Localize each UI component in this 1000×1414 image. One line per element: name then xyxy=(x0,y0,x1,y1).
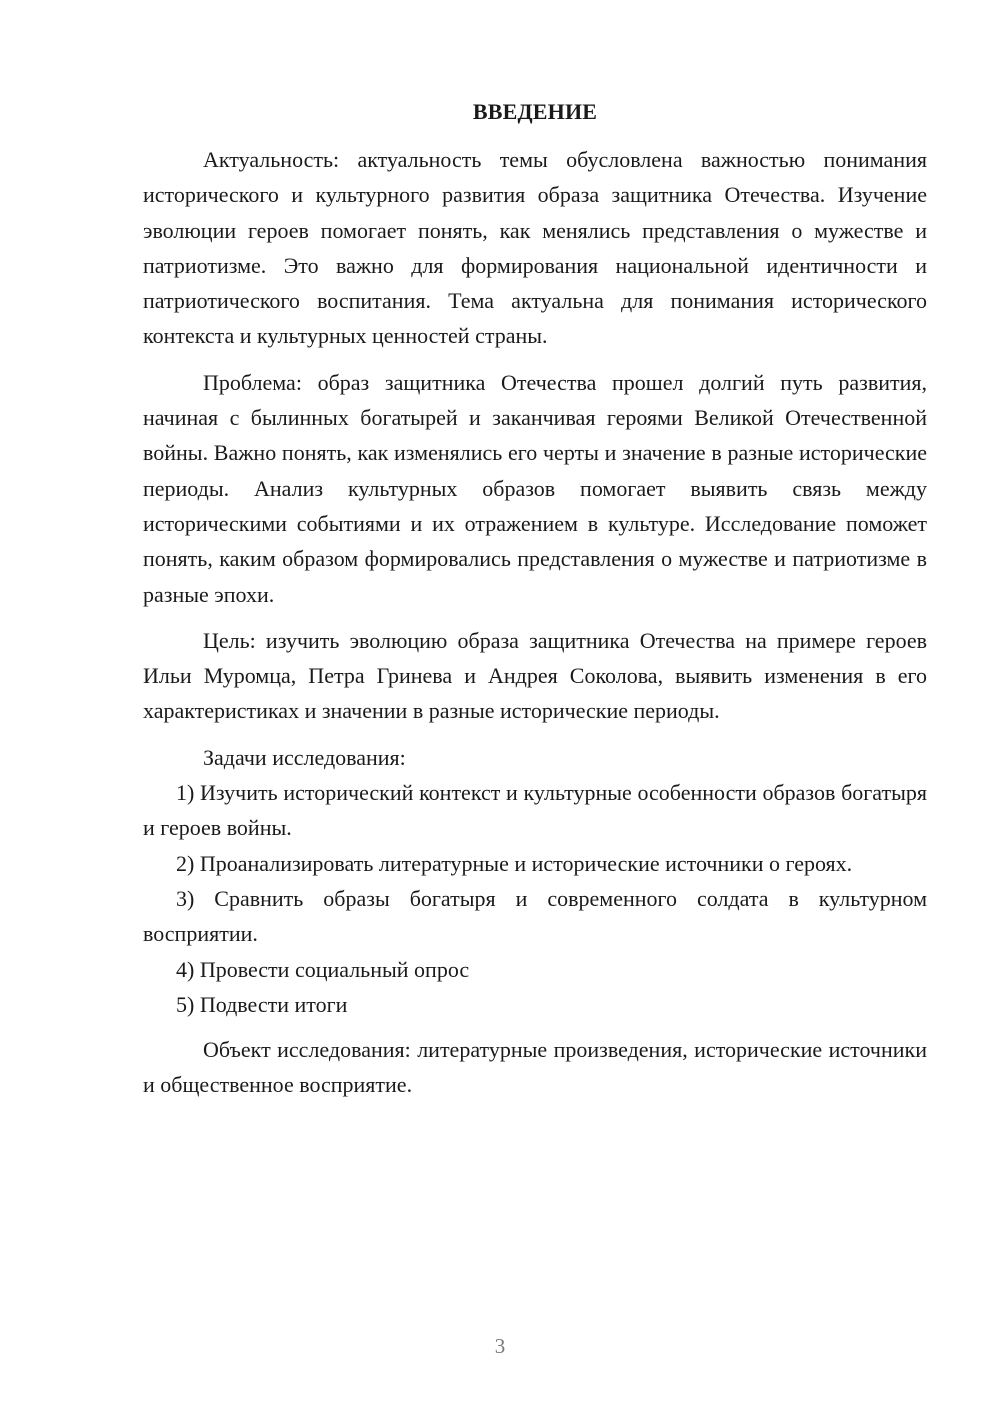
task-item-1: 1) Изучить исторический контекст и культурные особенности образов богатыря и героев войны. xyxy=(143,780,927,841)
task-item-4: 4) Провести социальный опрос xyxy=(176,956,470,982)
task-item-5: 5) Подвести итоги xyxy=(176,991,348,1017)
section-heading: ВВЕДЕНИЕ xyxy=(472,99,598,124)
page-number: 3 xyxy=(494,1334,506,1358)
relevance-paragraph: Актуальность: актуальность темы обусловлена важностью понимания исторического и культурного развития образа защитника Отечества. Изучение эволюции героев помогает понять, как менялись представления о мужестве и патриотизме. Это важно для формирования национальной идентичности и патриотического воспитания. Тема актуальна для понимания исторического контекста и культурных ценностей страны. xyxy=(143,147,927,349)
task-item-2: 2) Проанализировать литературные и исторические источники о героях. xyxy=(176,850,853,876)
tasks-title: Задачи исследования: xyxy=(203,744,406,770)
object-paragraph: Объект исследования: литературные произведения, исторические источники и общественное восприятие. xyxy=(143,1037,927,1098)
goal-paragraph: Цель: изучить эволюцию образа защитника Отечества на примере героев Ильи Муромца, Петра Гринева и Андрея Соколова, выявить изменения в его характеристиках и значении в разные исторические периоды. xyxy=(143,627,927,724)
problem-paragraph: Проблема: образ защитника Отечества прошел долгий путь развития, начиная с былинных богатырей и заканчивая героями Великой Отечественной войны. Важно понять, как изменялись его черты и значение в разные исторические периоды. Анализ культурных образов помогает выявить связь между историческими событиями и их отражением в культуре. Исследование поможет понять, каким образом формировались представления о мужестве и патриотизме в разные эпохи. xyxy=(143,369,927,607)
task-item-3: 3) Сравнить образы богатыря и современного солдата в культурном восприятии. xyxy=(143,885,927,947)
introduction-body xyxy=(143,142,927,1103)
